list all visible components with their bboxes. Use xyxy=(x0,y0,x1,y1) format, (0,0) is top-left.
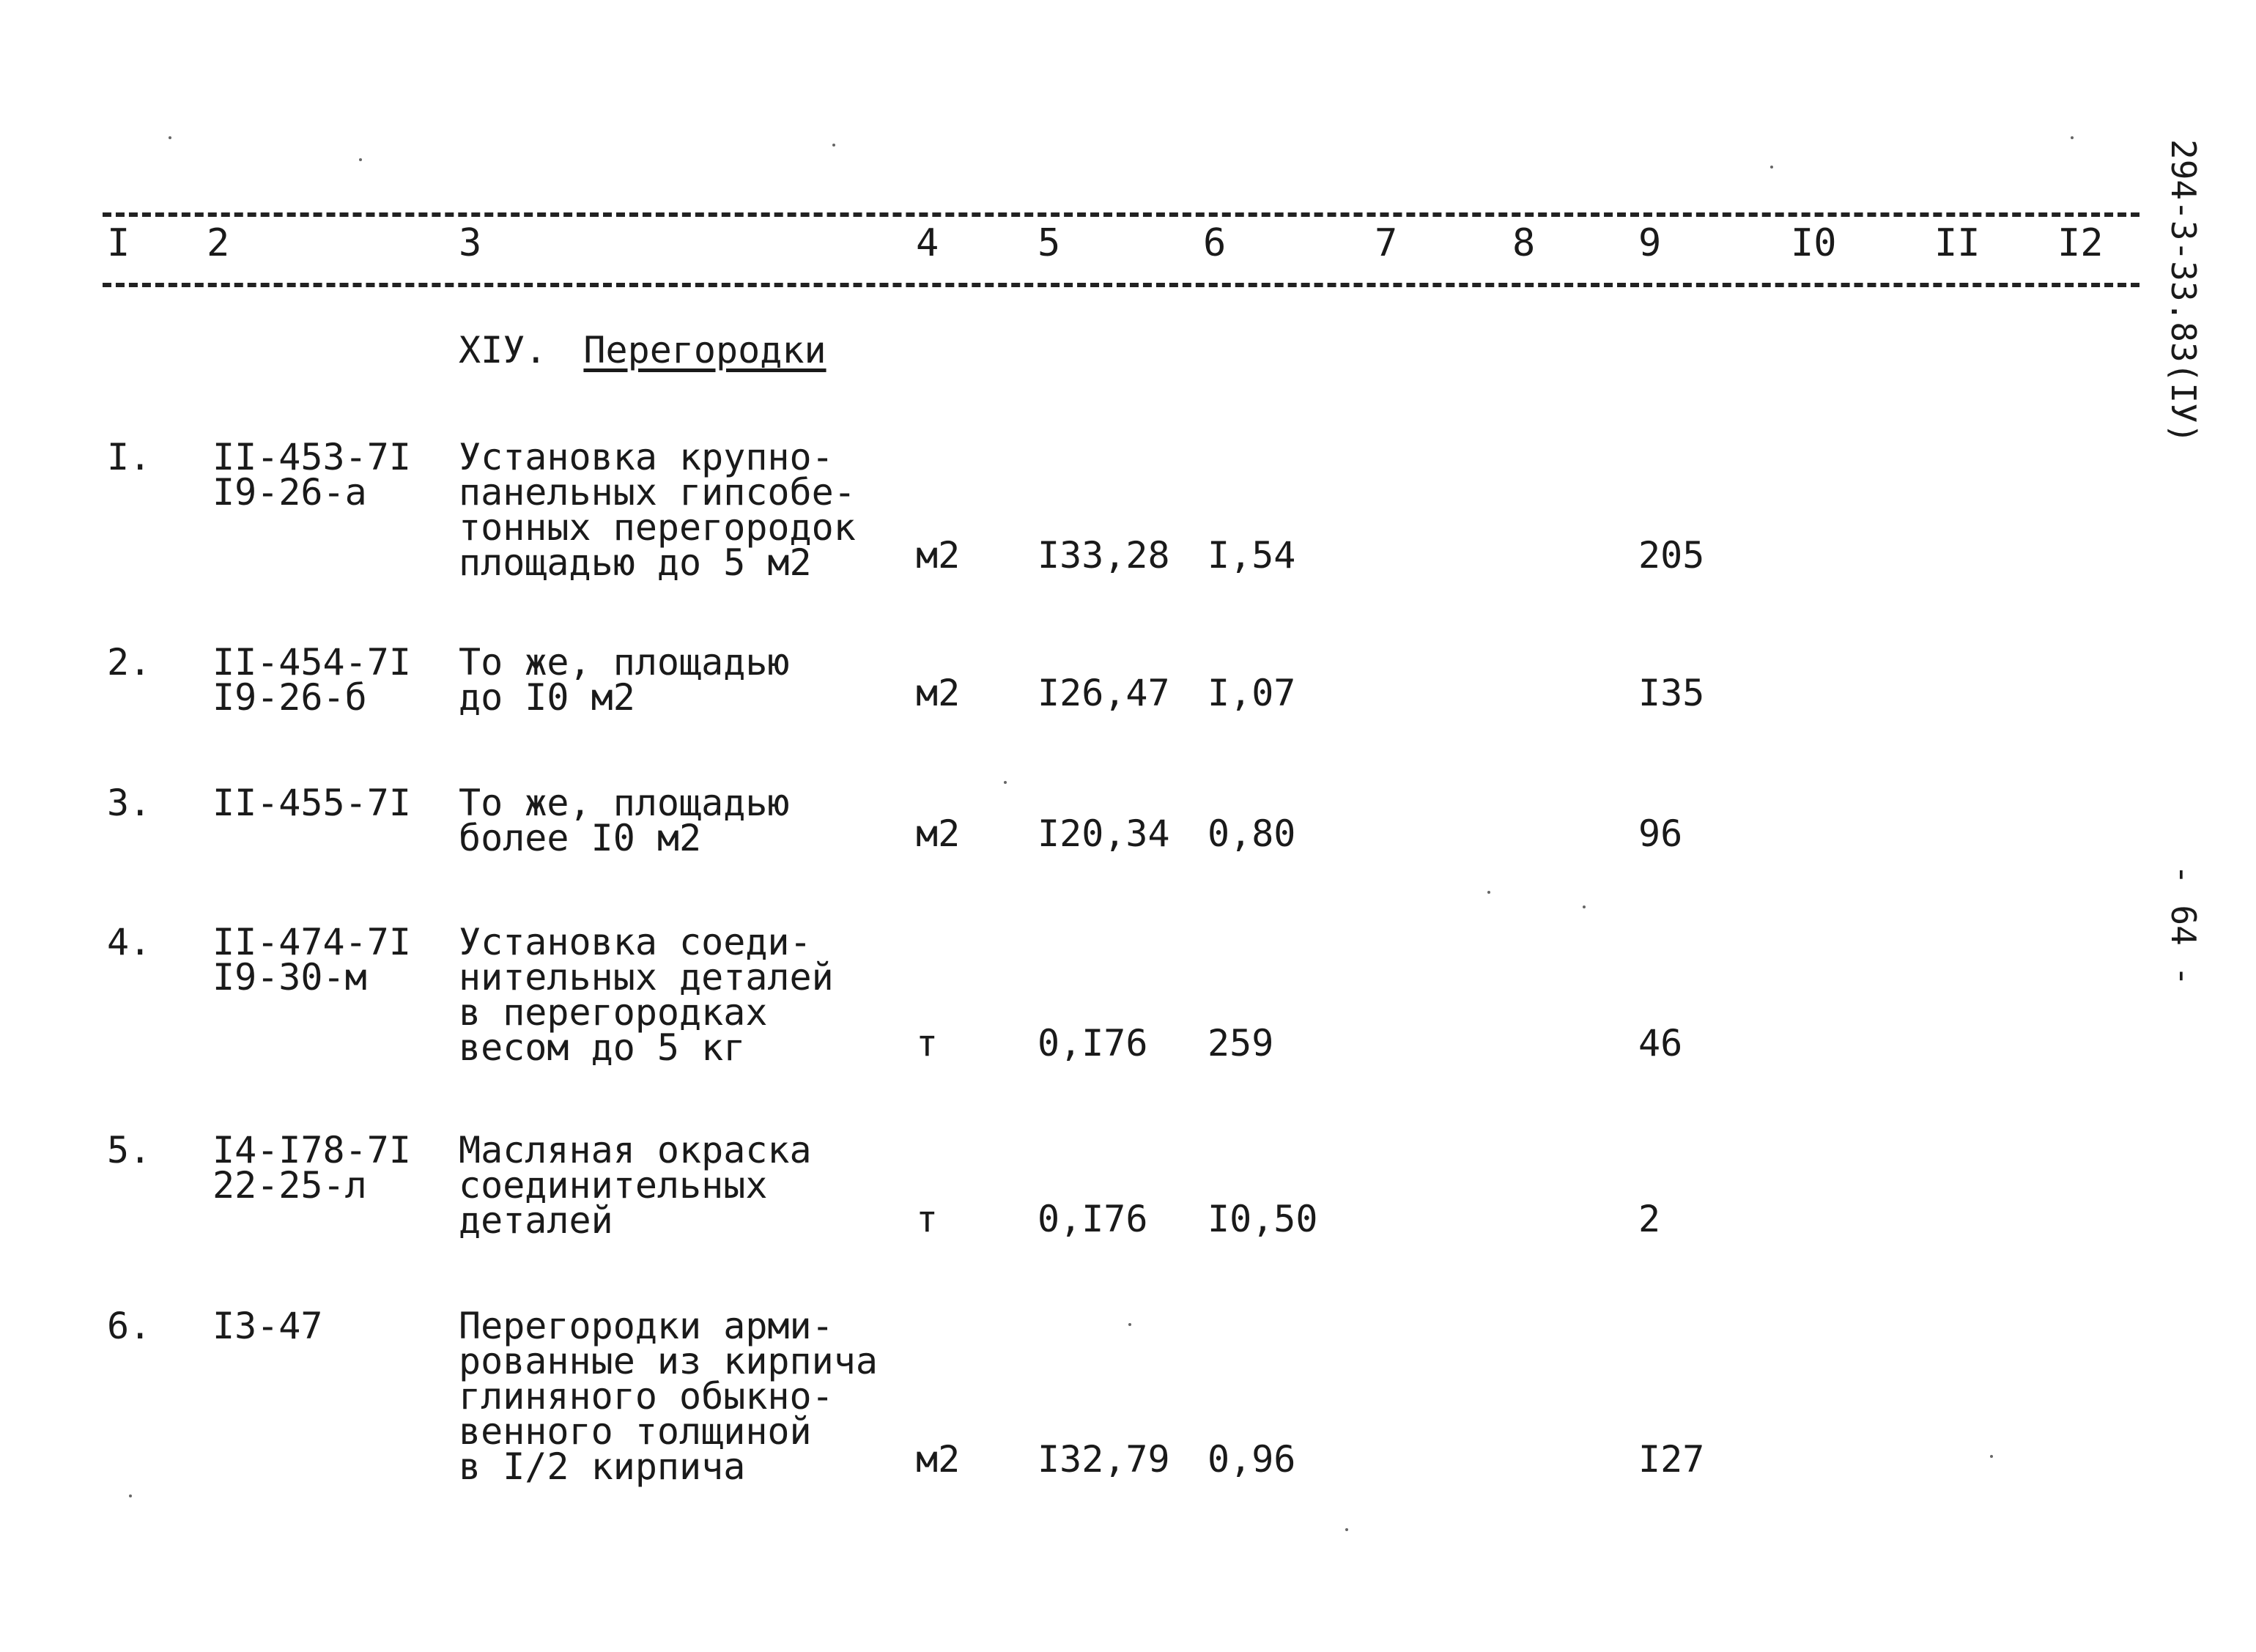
column-header: I2 xyxy=(2057,221,2104,265)
column-header: 7 xyxy=(1375,221,1398,265)
column-header: 2 xyxy=(207,221,230,265)
scan-speck xyxy=(2071,136,2074,139)
header-bottom-rule xyxy=(103,283,2139,287)
section-title: Перегородки xyxy=(583,329,826,371)
row-code: II-474-7I I9-30-м xyxy=(212,921,411,999)
row-description: То же, площадью до I0 м2 xyxy=(459,641,790,719)
row-number: 3. xyxy=(107,782,152,824)
scan-speck xyxy=(1487,891,1490,894)
row-col9: 205 xyxy=(1638,534,1705,577)
column-header: I0 xyxy=(1791,221,1837,265)
section-heading xyxy=(459,328,826,372)
row-unit: м2 xyxy=(916,1438,961,1481)
row-number: I. xyxy=(107,436,152,478)
row-col6: I,07 xyxy=(1207,672,1296,714)
row-number: 6. xyxy=(107,1305,152,1347)
row-col6: 0,80 xyxy=(1207,812,1296,855)
column-header: 8 xyxy=(1512,221,1536,265)
row-description: Масляная окраска соединительных деталей xyxy=(459,1129,812,1242)
row-code: I3-47 xyxy=(212,1305,323,1347)
row-col6: 0,96 xyxy=(1207,1438,1296,1481)
row-number: 5. xyxy=(107,1129,152,1171)
row-code: II-454-7I I9-26-б xyxy=(212,641,411,719)
row-unit: т xyxy=(916,1022,939,1064)
row-unit: т xyxy=(916,1198,939,1240)
page-number: - 64 - xyxy=(2164,864,2203,987)
row-description: То же, площадью более I0 м2 xyxy=(459,782,790,859)
row-col9: 96 xyxy=(1638,812,1683,855)
row-col9: 46 xyxy=(1638,1022,1683,1064)
column-header: 4 xyxy=(916,221,939,265)
row-col6: I,54 xyxy=(1207,534,1296,577)
scan-speck xyxy=(1345,1528,1348,1531)
section-number: XIУ. xyxy=(459,329,547,371)
row-col5: I20,34 xyxy=(1038,812,1170,855)
row-col9: I35 xyxy=(1638,672,1705,714)
row-code: II-455-7I xyxy=(212,782,411,824)
scan-speck xyxy=(129,1494,132,1497)
scan-speck xyxy=(1583,905,1586,908)
row-col5: I32,79 xyxy=(1038,1438,1170,1481)
row-code: II-453-7I I9-26-а xyxy=(212,436,411,514)
scan-speck xyxy=(169,136,171,139)
row-number: 2. xyxy=(107,641,152,684)
scan-speck xyxy=(1004,781,1007,784)
row-col5: I26,47 xyxy=(1038,672,1170,714)
row-col5: 0,I76 xyxy=(1038,1198,1148,1240)
row-col5: 0,I76 xyxy=(1038,1022,1148,1064)
row-description: Установка крупно- панельных гипсобе- тонных перегородок площадью до 5 м2 xyxy=(459,436,856,584)
row-col6: I0,50 xyxy=(1207,1198,1318,1240)
scan-speck xyxy=(832,144,835,147)
row-col5: I33,28 xyxy=(1038,534,1170,577)
row-description: Установка соеди- нительных деталей в перегородках весом до 5 кг xyxy=(459,921,834,1069)
row-unit: м2 xyxy=(916,672,961,714)
row-code: I4-I78-7I 22-25-л xyxy=(212,1129,411,1207)
row-col9: I27 xyxy=(1638,1438,1705,1481)
row-col6: 259 xyxy=(1207,1022,1274,1064)
scan-speck xyxy=(359,158,362,161)
scan-speck xyxy=(1770,166,1773,168)
row-number: 4. xyxy=(107,921,152,963)
scan-speck xyxy=(1128,1323,1131,1326)
row-unit: м2 xyxy=(916,812,961,855)
scan-speck xyxy=(1990,1455,1993,1458)
column-header: II xyxy=(1934,221,1981,265)
column-header: 3 xyxy=(459,221,482,265)
document-code: 294-3-33.83(IУ) xyxy=(2164,139,2203,444)
column-header: 6 xyxy=(1203,221,1227,265)
column-header: 9 xyxy=(1638,221,1662,265)
row-unit: м2 xyxy=(916,534,961,577)
header-top-rule xyxy=(103,212,2139,217)
row-col9: 2 xyxy=(1638,1198,1661,1240)
column-header: 5 xyxy=(1038,221,1061,265)
row-description: Перегородки арми- рованные из кирпича глиняного обыкно- венного толщиной в I/2 кирпича xyxy=(459,1305,878,1488)
column-header: I xyxy=(107,221,130,265)
